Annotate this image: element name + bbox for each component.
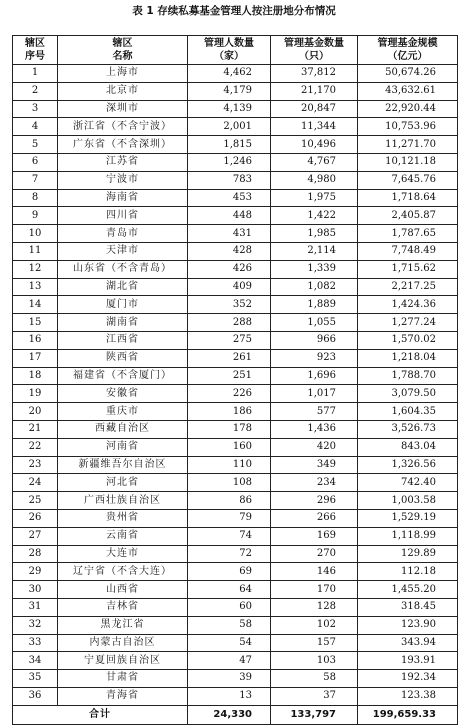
fund-scale-cell: 2,217.25 [358, 278, 458, 296]
fund-count-cell: 420 [271, 438, 358, 456]
region-number-cell: 1 [13, 65, 58, 83]
header-region-number: 辖区 序号 [13, 36, 58, 65]
fund-scale-cell: 7,748.49 [358, 242, 458, 260]
region-number-cell: 21 [13, 420, 58, 438]
manager-count-cell: 64 [188, 581, 271, 599]
fund-count-cell: 266 [271, 509, 358, 527]
fund-count-cell: 349 [271, 456, 358, 474]
fund-scale-cell: 11,271.70 [358, 136, 458, 154]
region-number-cell: 3 [13, 100, 58, 118]
fund-count-cell: 103 [271, 652, 358, 670]
region-number-cell: 34 [13, 652, 58, 670]
region-name-cell: 浙江省（不含宁波） [58, 118, 188, 136]
fund-count-cell: 966 [271, 331, 358, 349]
table-row [13, 545, 458, 563]
fund-scale-cell: 123.90 [358, 616, 458, 634]
manager-count-cell: 428 [188, 242, 271, 260]
region-name-cell: 广东省（不含深圳） [58, 136, 188, 154]
fund-scale-cell: 1,003.58 [358, 492, 458, 510]
fund-scale-cell: 1,277.24 [358, 314, 458, 332]
fund-count-cell: 128 [271, 598, 358, 616]
table-row [13, 367, 458, 385]
manager-count-cell: 261 [188, 349, 271, 367]
manager-count-cell: 275 [188, 331, 271, 349]
fund-count-cell: 2,114 [271, 242, 358, 260]
fund-scale-cell: 1,787.65 [358, 225, 458, 243]
fund-scale-cell: 22,920.44 [358, 100, 458, 118]
manager-count-cell: 448 [188, 207, 271, 225]
table-row [13, 136, 458, 154]
manager-count-cell: 69 [188, 563, 271, 581]
fund-scale-cell: 742.40 [358, 474, 458, 492]
manager-count-cell: 110 [188, 456, 271, 474]
header-fund-scale: 管理基金规模 （亿元） [358, 36, 458, 65]
fund-count-cell: 1,339 [271, 260, 358, 278]
table-row [13, 403, 458, 421]
table-row [13, 687, 458, 705]
fund-scale-cell: 1,529.19 [358, 509, 458, 527]
manager-count-cell: 178 [188, 420, 271, 438]
region-name-cell: 重庆市 [58, 403, 188, 421]
region-number-cell: 35 [13, 670, 58, 688]
fund-count-cell: 10,496 [271, 136, 358, 154]
fund-scale-cell: 1,118.99 [358, 527, 458, 545]
manager-count-cell: 288 [188, 314, 271, 332]
manager-count-cell: 72 [188, 545, 271, 563]
fund-count-cell: 1,055 [271, 314, 358, 332]
table-row [13, 100, 458, 118]
region-name-cell: 宁波市 [58, 171, 188, 189]
fund-scale-cell: 10,753.96 [358, 118, 458, 136]
manager-count-cell: 1,815 [188, 136, 271, 154]
fund-count-cell: 146 [271, 563, 358, 581]
region-number-cell: 18 [13, 367, 58, 385]
region-name-cell: 河南省 [58, 438, 188, 456]
fund-count-cell: 11,344 [271, 118, 358, 136]
header-fund-count: 管理基金数量 （只） [271, 36, 358, 65]
region-number-cell: 9 [13, 207, 58, 225]
region-name-cell: 江西省 [58, 331, 188, 349]
table-row [13, 616, 458, 634]
region-name-cell: 西藏自治区 [58, 420, 188, 438]
manager-count-cell: 4,139 [188, 100, 271, 118]
table-row [13, 420, 458, 438]
manager-count-cell: 160 [188, 438, 271, 456]
manager-count-cell: 79 [188, 509, 271, 527]
fund-count-cell: 1,985 [271, 225, 358, 243]
fund-scale-cell: 192.34 [358, 670, 458, 688]
table-row [13, 278, 458, 296]
region-number-cell: 22 [13, 438, 58, 456]
manager-count-cell: 47 [188, 652, 271, 670]
table-row [13, 296, 458, 314]
fund-count-cell: 58 [271, 670, 358, 688]
manager-count-cell: 352 [188, 296, 271, 314]
manager-count-cell: 13 [188, 687, 271, 705]
region-number-cell: 20 [13, 403, 58, 421]
region-name-cell: 青岛市 [58, 225, 188, 243]
table-row [13, 331, 458, 349]
fund-scale-cell: 1,326.56 [358, 456, 458, 474]
region-number-cell: 27 [13, 527, 58, 545]
manager-count-cell: 409 [188, 278, 271, 296]
manager-count-cell: 54 [188, 634, 271, 652]
manager-count-cell: 431 [188, 225, 271, 243]
table-caption: 表 1 存续私募基金管理人按注册地分布情况 [132, 5, 336, 17]
fund-scale-cell: 50,674.26 [358, 65, 458, 83]
total-managers: 24,330 [188, 705, 271, 724]
table-row [13, 171, 458, 189]
region-name-cell: 湖北省 [58, 278, 188, 296]
region-name-cell: 宁夏回族自治区 [58, 652, 188, 670]
region-number-cell: 23 [13, 456, 58, 474]
fund-scale-cell: 112.18 [358, 563, 458, 581]
region-name-cell: 山东省（不含青岛） [58, 260, 188, 278]
fund-count-cell: 4,980 [271, 171, 358, 189]
manager-count-cell: 783 [188, 171, 271, 189]
table-row [13, 82, 458, 100]
table-row [13, 65, 458, 83]
region-number-cell: 36 [13, 687, 58, 705]
region-name-cell: 湖南省 [58, 314, 188, 332]
fund-scale-cell: 123.38 [358, 687, 458, 705]
region-number-cell: 4 [13, 118, 58, 136]
table-row [13, 385, 458, 403]
manager-count-cell: 39 [188, 670, 271, 688]
manager-count-cell: 426 [188, 260, 271, 278]
region-name-cell: 吉林省 [58, 598, 188, 616]
region-number-cell: 7 [13, 171, 58, 189]
region-name-cell: 贵州省 [58, 509, 188, 527]
region-number-cell: 17 [13, 349, 58, 367]
fund-count-cell: 1,422 [271, 207, 358, 225]
region-name-cell: 黑龙江省 [58, 616, 188, 634]
fund-count-cell: 169 [271, 527, 358, 545]
fund-scale-cell: 2,405.87 [358, 207, 458, 225]
region-name-cell: 安徽省 [58, 385, 188, 403]
region-number-cell: 28 [13, 545, 58, 563]
region-number-cell: 31 [13, 598, 58, 616]
table-row [13, 581, 458, 599]
manager-count-cell: 58 [188, 616, 271, 634]
region-name-cell: 厦门市 [58, 296, 188, 314]
region-name-cell: 海南省 [58, 189, 188, 207]
total-scale: 199,659.33 [358, 705, 458, 724]
manager-count-cell: 60 [188, 598, 271, 616]
fund-count-cell: 923 [271, 349, 358, 367]
region-number-cell: 19 [13, 385, 58, 403]
total-row [13, 705, 458, 724]
table-row [13, 509, 458, 527]
region-name-cell: 陕西省 [58, 349, 188, 367]
fund-scale-cell: 843.04 [358, 438, 458, 456]
manager-count-cell: 1,246 [188, 153, 271, 171]
fund-scale-cell: 10,121.18 [358, 153, 458, 171]
fund-scale-cell: 318.45 [358, 598, 458, 616]
fund-count-cell: 4,767 [271, 153, 358, 171]
fund-count-cell: 1,436 [271, 420, 358, 438]
region-number-cell: 29 [13, 563, 58, 581]
region-number-cell: 2 [13, 82, 58, 100]
region-name-cell: 上海市 [58, 65, 188, 83]
fund-count-cell: 170 [271, 581, 358, 599]
region-name-cell: 山西省 [58, 581, 188, 599]
fund-scale-cell: 3,079.50 [358, 385, 458, 403]
manager-count-cell: 226 [188, 385, 271, 403]
table-row [13, 474, 458, 492]
table-row [13, 225, 458, 243]
fund-count-cell: 270 [271, 545, 358, 563]
region-name-cell: 青海省 [58, 687, 188, 705]
region-number-cell: 8 [13, 189, 58, 207]
fund-count-cell: 296 [271, 492, 358, 510]
manager-count-cell: 2,001 [188, 118, 271, 136]
fund-manager-region-table [12, 35, 458, 725]
manager-count-cell: 86 [188, 492, 271, 510]
region-number-cell: 14 [13, 296, 58, 314]
region-number-cell: 25 [13, 492, 58, 510]
table-row [13, 456, 458, 474]
table-row [13, 260, 458, 278]
fund-count-cell: 37,812 [271, 65, 358, 83]
table-row [13, 598, 458, 616]
manager-count-cell: 74 [188, 527, 271, 545]
fund-count-cell: 37 [271, 687, 358, 705]
fund-scale-cell: 1,218.04 [358, 349, 458, 367]
header-manager-count: 管理人数量 （家） [188, 36, 271, 65]
manager-count-cell: 453 [188, 189, 271, 207]
total-label: 合计 [13, 705, 188, 724]
fund-scale-cell: 1,715.62 [358, 260, 458, 278]
region-name-cell: 新疆维吾尔自治区 [58, 456, 188, 474]
region-name-cell: 四川省 [58, 207, 188, 225]
fund-count-cell: 1,082 [271, 278, 358, 296]
table-row [13, 634, 458, 652]
table-row [13, 492, 458, 510]
fund-count-cell: 21,170 [271, 82, 358, 100]
fund-scale-cell: 3,526.73 [358, 420, 458, 438]
table-row [13, 189, 458, 207]
region-number-cell: 11 [13, 242, 58, 260]
table-body [13, 65, 458, 706]
total-funds: 133,797 [271, 705, 358, 724]
region-number-cell: 5 [13, 136, 58, 154]
region-name-cell: 甘肃省 [58, 670, 188, 688]
table-row [13, 527, 458, 545]
fund-scale-cell: 1,604.35 [358, 403, 458, 421]
table-row [13, 652, 458, 670]
table-row [13, 314, 458, 332]
table-row [13, 438, 458, 456]
region-name-cell: 大连市 [58, 545, 188, 563]
table-row [13, 349, 458, 367]
region-number-cell: 32 [13, 616, 58, 634]
header-row [13, 36, 458, 65]
fund-scale-cell: 129.89 [358, 545, 458, 563]
fund-scale-cell: 1,570.02 [358, 331, 458, 349]
manager-count-cell: 186 [188, 403, 271, 421]
fund-count-cell: 577 [271, 403, 358, 421]
fund-scale-cell: 343.94 [358, 634, 458, 652]
region-number-cell: 15 [13, 314, 58, 332]
region-name-cell: 河北省 [58, 474, 188, 492]
fund-count-cell: 1,889 [271, 296, 358, 314]
table-row [13, 563, 458, 581]
fund-count-cell: 1,975 [271, 189, 358, 207]
region-name-cell: 云南省 [58, 527, 188, 545]
fund-count-cell: 234 [271, 474, 358, 492]
region-name-cell: 福建省（不含厦门） [58, 367, 188, 385]
table-row [13, 118, 458, 136]
fund-scale-cell: 43,632.61 [358, 82, 458, 100]
manager-count-cell: 251 [188, 367, 271, 385]
region-name-cell: 江苏省 [58, 153, 188, 171]
fund-count-cell: 1,017 [271, 385, 358, 403]
fund-scale-cell: 1,718.64 [358, 189, 458, 207]
region-number-cell: 12 [13, 260, 58, 278]
fund-scale-cell: 1,455.20 [358, 581, 458, 599]
region-number-cell: 16 [13, 331, 58, 349]
region-name-cell: 广西壮族自治区 [58, 492, 188, 510]
region-number-cell: 24 [13, 474, 58, 492]
fund-scale-cell: 1,788.70 [358, 367, 458, 385]
fund-scale-cell: 193.91 [358, 652, 458, 670]
manager-count-cell: 4,462 [188, 65, 271, 83]
table-row [13, 670, 458, 688]
region-number-cell: 13 [13, 278, 58, 296]
table-row [13, 242, 458, 260]
region-name-cell: 内蒙古自治区 [58, 634, 188, 652]
fund-scale-cell: 1,424.36 [358, 296, 458, 314]
region-name-cell: 天津市 [58, 242, 188, 260]
region-number-cell: 10 [13, 225, 58, 243]
header-region-name: 辖区 名称 [58, 36, 188, 65]
fund-count-cell: 20,847 [271, 100, 358, 118]
region-name-cell: 辽宁省（不含大连） [58, 563, 188, 581]
fund-count-cell: 1,696 [271, 367, 358, 385]
region-name-cell: 深圳市 [58, 100, 188, 118]
region-number-cell: 6 [13, 153, 58, 171]
region-number-cell: 30 [13, 581, 58, 599]
manager-count-cell: 4,179 [188, 82, 271, 100]
table-row [13, 207, 458, 225]
region-number-cell: 33 [13, 634, 58, 652]
fund-count-cell: 102 [271, 616, 358, 634]
region-name-cell: 北京市 [58, 82, 188, 100]
table-row [13, 153, 458, 171]
region-number-cell: 26 [13, 509, 58, 527]
fund-count-cell: 157 [271, 634, 358, 652]
manager-count-cell: 108 [188, 474, 271, 492]
fund-scale-cell: 7,645.76 [358, 171, 458, 189]
